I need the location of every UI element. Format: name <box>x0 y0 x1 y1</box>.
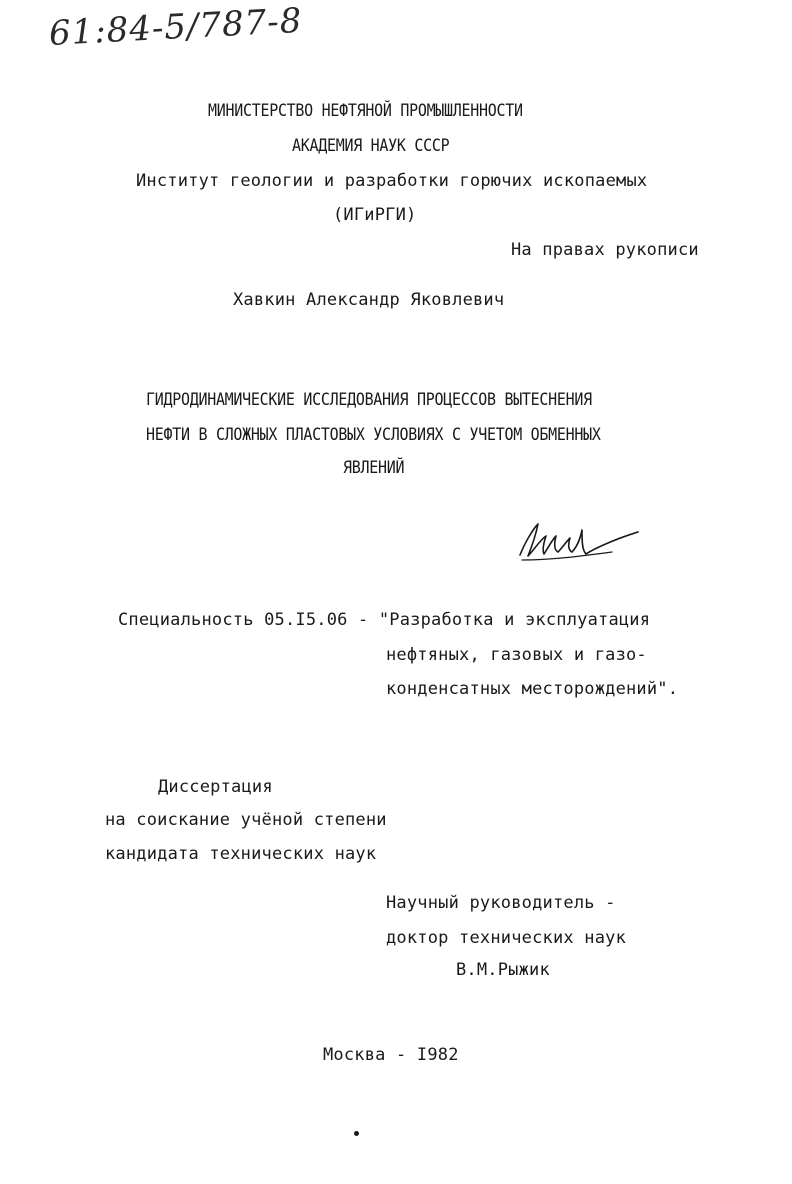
signature <box>512 510 652 570</box>
title-line-3: ЯВЛЕНИЙ <box>343 458 405 478</box>
handwritten-archive-code: 61:84-5/787-8 <box>48 0 304 54</box>
supervisor-degree: доктор технических наук <box>386 928 627 948</box>
rights-notice: На правах рукописи <box>511 240 699 260</box>
academy-line: АКАДЕМИЯ НАУК СССР <box>292 136 450 156</box>
page-dot <box>354 1131 359 1136</box>
author-name: Хавкин Александр Яковлевич <box>233 290 505 310</box>
specialty-line-3: конденсатных месторождений". <box>386 679 679 699</box>
supervisor-label: Научный руководитель - <box>386 893 616 913</box>
specialty-line-1: Специальность 05.I5.06 - "Разработка и эксплуатация <box>118 610 651 630</box>
institute-abbreviation: (ИГиРГИ) <box>333 205 417 225</box>
dissertation-field-line: кандидата технических наук <box>105 844 377 864</box>
title-line-1: ГИДРОДИНАМИЧЕСКИЕ ИССЛЕДОВАНИЯ ПРОЦЕССОВ ВЫТЕСНЕНИЯ <box>146 390 592 410</box>
dissertation-degree-line: на соискание учёной степени <box>105 810 387 830</box>
title-line-2: НЕФТИ В СЛОЖНЫХ ПЛАСТОВЫХ УСЛОВИЯХ С УЧЕТОМ ОБМЕННЫХ <box>146 425 601 445</box>
place-and-year: Москва - I982 <box>323 1045 459 1065</box>
institute-line: Институт геологии и разработки горючих ископаемых <box>136 171 648 191</box>
dissertation-label: Диссертация <box>158 777 273 797</box>
ministry-line: МИНИСТЕРСТВО НЕФТЯНОЙ ПРОМЫШЛЕННОСТИ <box>208 101 523 121</box>
supervisor-name: В.М.Рыжик <box>456 960 550 980</box>
specialty-line-2: нефтяных, газовых и газо- <box>386 645 647 665</box>
